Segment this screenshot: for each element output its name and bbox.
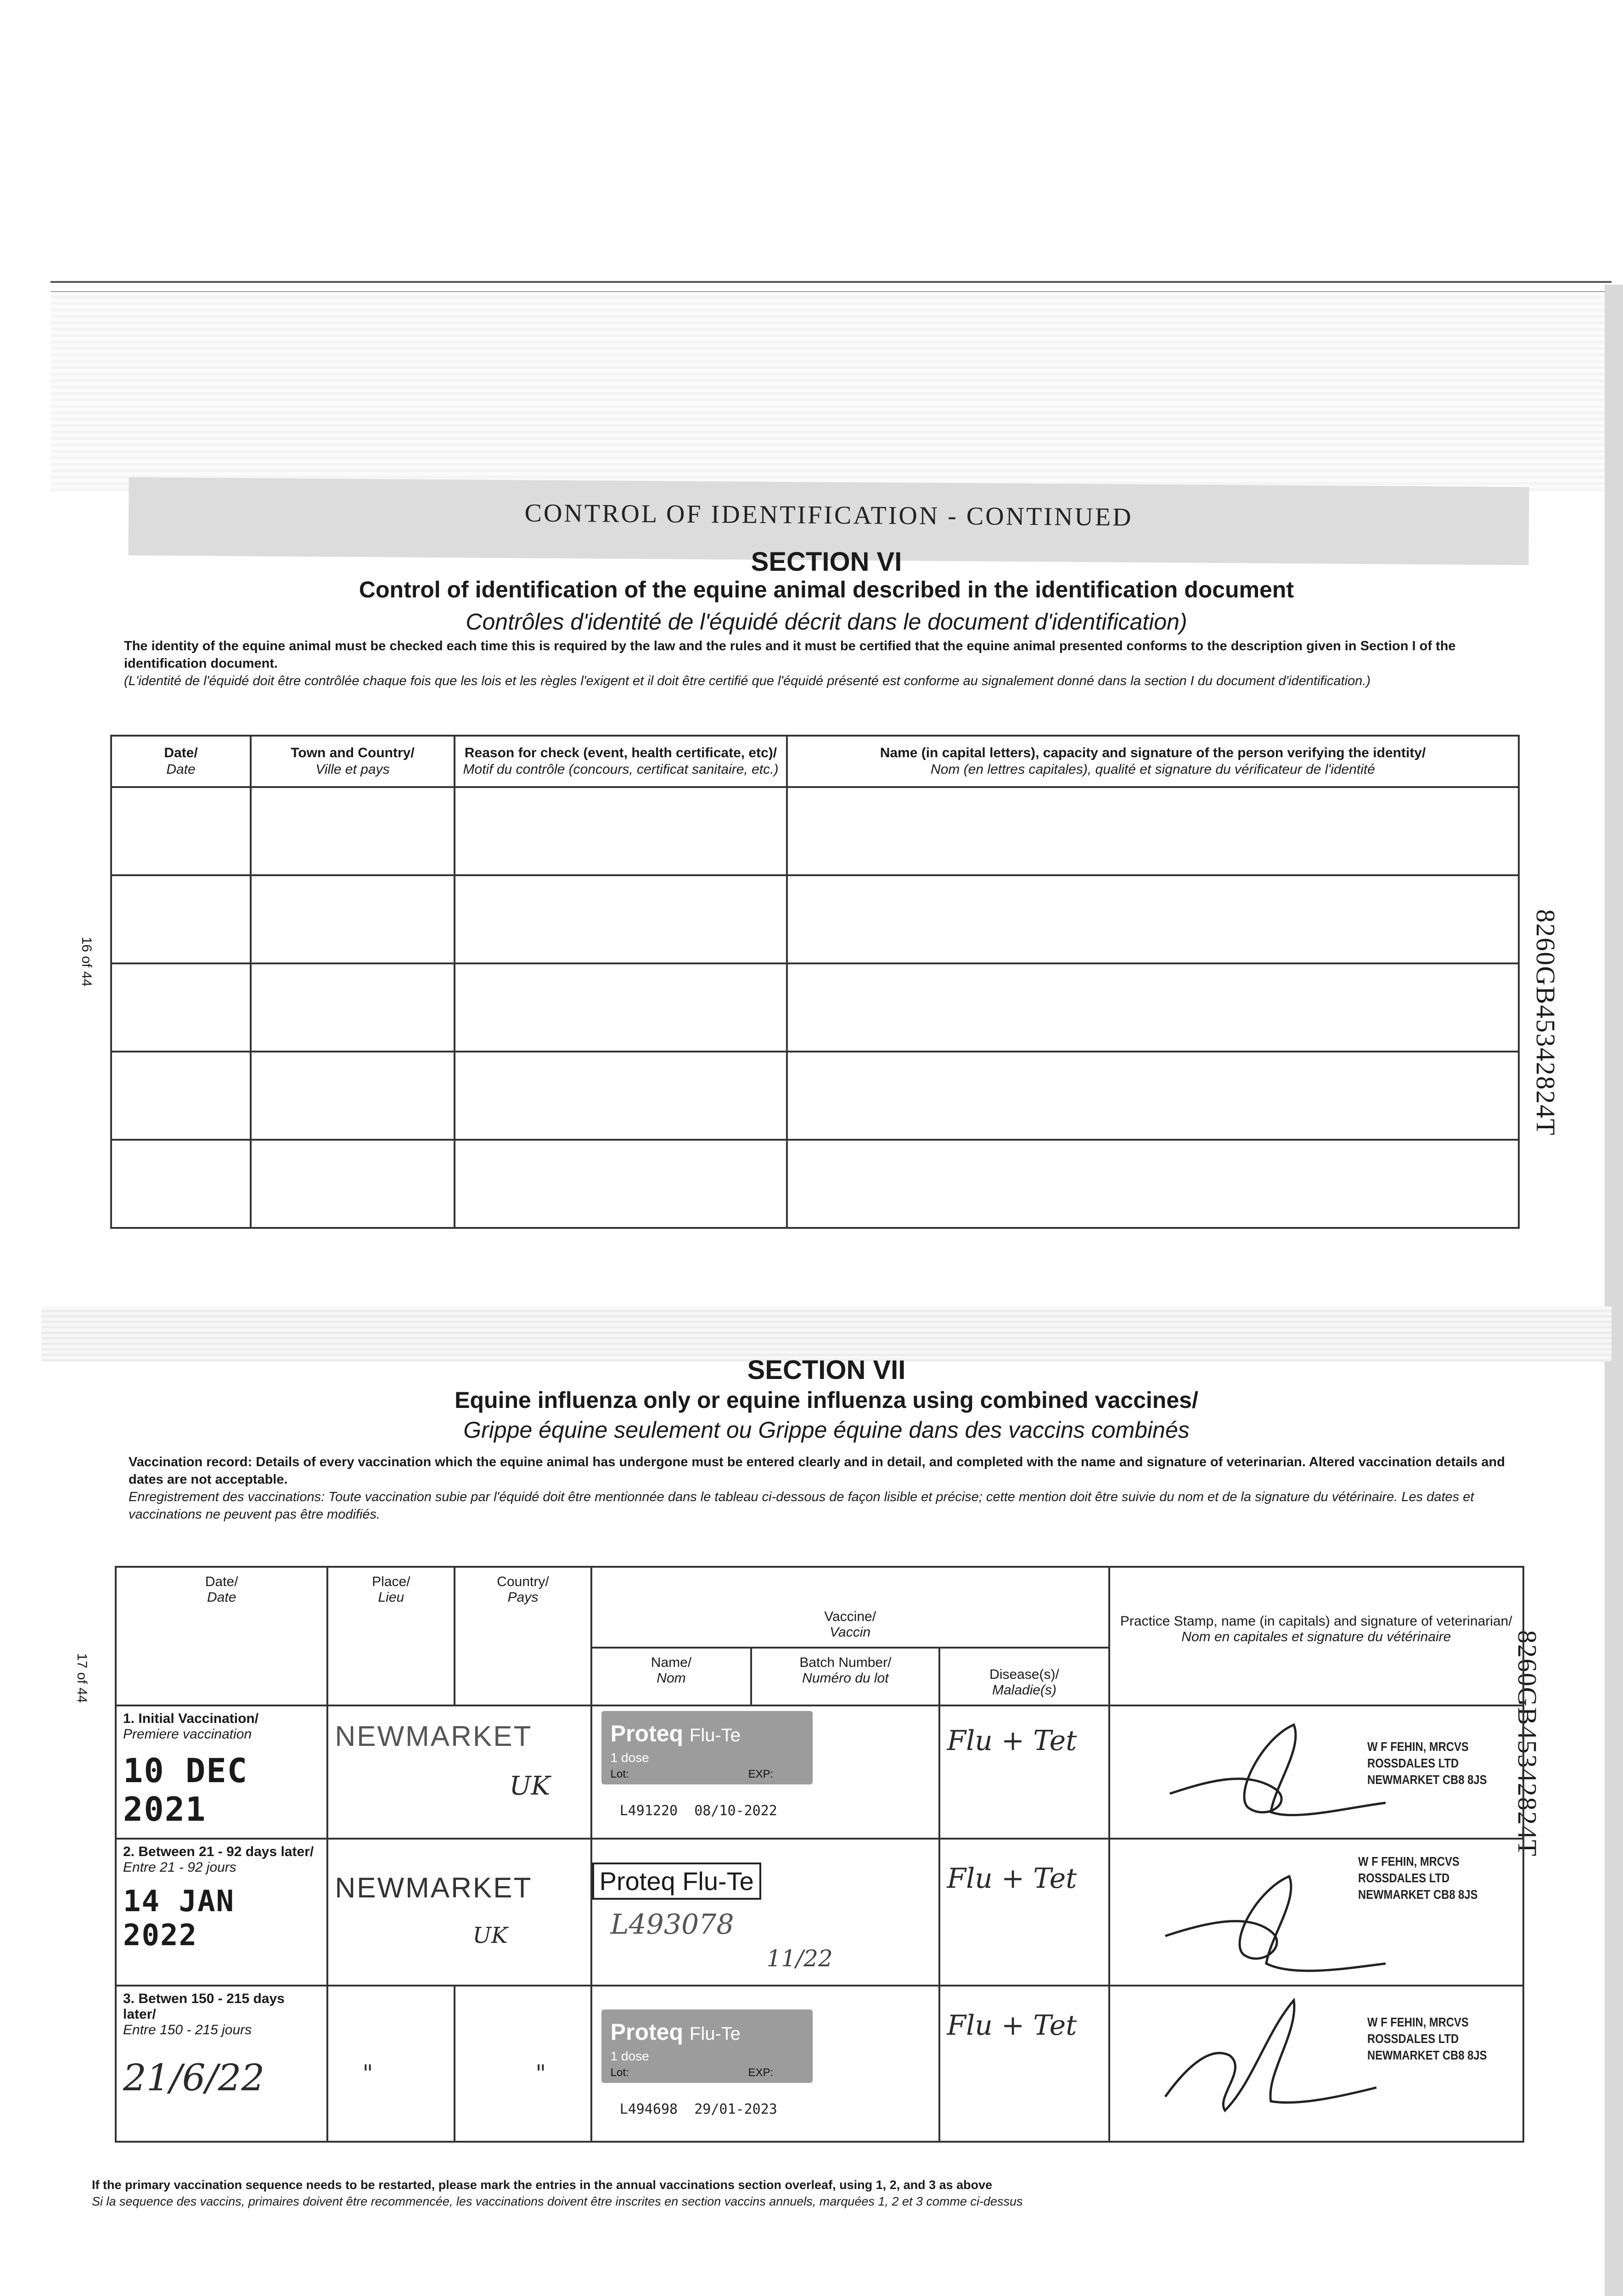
batch-number: L491220 08/10-2022 — [619, 1803, 777, 1819]
row-label-fr: Entre 150 - 215 jours — [123, 2022, 252, 2037]
vaccination-place: NEWMARKET — [335, 1721, 533, 1752]
row-stamp-cell — [1109, 1705, 1523, 1839]
section6-title-en: Control of identification of the equine animal described in the identification document — [359, 577, 1294, 602]
section6-heading: SECTION VI — [751, 547, 902, 577]
row-stamp-cell — [1109, 1839, 1523, 1986]
identity-check-table — [110, 735, 1520, 1229]
section7-title-en: Equine influenza only or equine influenza using combined vaccines/ — [455, 1387, 1198, 1413]
vaccine-label-sticker: Proteq Flu-Te 1 dose Lot: EXP: — [601, 2009, 813, 2083]
row-date-cell — [116, 1705, 327, 1839]
section6-intro-en: The identity of the equine animal must be checked each time this is required by the law and the rules and it must be certified that the equine animal presented conforms to the description given in Section I of the identification document. — [124, 639, 1456, 671]
row-disease-cell — [939, 1986, 1109, 2142]
col-reason: Reason for check (event, health certificate, etc)/ Motif du contrôle (concours, certificat sanitaire, etc.) — [455, 736, 787, 787]
row-country-cell — [455, 1986, 591, 2142]
row-vaccine-cell — [591, 1986, 940, 2142]
section6-title-fr: Contrôles d'identité de l'équidé décrit dans le document d'identification) — [466, 609, 1187, 635]
row-label: 3. Betwen 150 - 215 days later/ — [123, 1991, 285, 2022]
vaccination-row — [116, 1839, 1523, 1986]
paper-edge — [51, 281, 1612, 292]
scan-shadow — [1605, 285, 1623, 2296]
row-place-cell — [327, 1705, 591, 1839]
col-town-country: Town and Country/ Ville et pays — [251, 736, 455, 787]
page-number-bottom: 17 of 44 — [74, 1653, 90, 1703]
vaccination-date: 10 DEC 2021 — [123, 1751, 248, 1829]
vaccination-place: NEWMARKET — [335, 1872, 533, 1904]
vaccination-row — [116, 1705, 1523, 1839]
row-place-cell — [327, 1986, 455, 2142]
col-verifier: Name (in capital letters), capacity and signature of the person verifying the identity/ Nom (en lettres capitales), qualité et signature du vérificateur de l'identité — [787, 736, 1519, 787]
row-vaccine-cell — [591, 1839, 940, 1986]
vaccination-country: UK — [509, 1771, 550, 1801]
identity-check-row — [111, 1052, 1519, 1140]
identity-check-row — [111, 875, 1519, 963]
vet-stamp: W F FEHIN, MRCVS ROSSDALES LTD NEWMARKET CB8 8JS — [1367, 2015, 1487, 2062]
section7-intro-en: Vaccination record: Details of every vaccination which the equine animal has undergone must be entered clearly and in detail, and completed with the name and signature of veterinarian. Altered vaccination details and dates are not acceptable. — [129, 1455, 1505, 1487]
section6-intro-fr: (L'identité de l'équidé doit être contrôlée chaque fois que les lois et les règles l'exigent et il doit être certifié que l'équidé présenté est conforme au signalement donné dans la section I du document d'identification.) — [124, 674, 1371, 688]
section6-intro — [124, 637, 1511, 690]
vaccination-date: 21/6/22 — [123, 2056, 265, 2099]
col-vacc-country: Country/ Pays — [455, 1567, 591, 1705]
col-vacc-date: Date/ Date — [116, 1567, 327, 1705]
reference-number-bottom: 8260GB45342824T — [1512, 1630, 1542, 1857]
row-label-fr: Entre 21 - 92 jours — [123, 1860, 236, 1875]
section7-intro — [129, 1453, 1506, 1523]
identity-check-row — [111, 787, 1519, 875]
vet-stamp: W F FEHIN, MRCVS ROSSDALES LTD NEWMARKET CB8 8JS — [1367, 1739, 1487, 1787]
vet-stamp: W F FEHIN, MRCVS ROSSDALES LTD NEWMARKET CB8 8JS — [1358, 1854, 1478, 1902]
footer-fr: Si la sequence des vaccins, primaires doivent être recommencée, les vaccinations doivent être inscrites en section vaccins annuels, marquées 1, 2 et 3 comme ci-dessus — [92, 2195, 1023, 2208]
vaccine-label-sticker: Proteq Flu-Te 1 dose Lot: EXP: — [601, 1711, 813, 1784]
col-date: Date/ Date — [111, 736, 251, 787]
vaccination-country: UK — [472, 1923, 508, 1948]
paper-texture — [51, 294, 1612, 491]
row-stamp-cell — [1109, 1986, 1523, 2142]
vaccination-date: 14 JAN 2022 — [123, 1885, 235, 1953]
banner-title: CONTROL OF IDENTIFICATION - CONTINUED — [524, 499, 1133, 532]
disease: Flu + Tet — [947, 2009, 1077, 2042]
col-vacc-place: Place/ Lieu — [327, 1567, 455, 1705]
batch-expiry: 11/22 — [766, 1945, 833, 1972]
vet-signature — [1147, 1991, 1386, 2129]
row-date-cell — [116, 1839, 327, 1986]
row-vaccine-cell — [591, 1705, 940, 1839]
section7-title-fr: Grippe équine seulement ou Grippe équine dans des vaccins combinés — [463, 1417, 1190, 1443]
section7-footer — [92, 2177, 1022, 2210]
row-disease-cell — [939, 1705, 1109, 1839]
identity-check-header — [111, 736, 1519, 787]
page-number-top: 16 of 44 — [79, 937, 94, 987]
batch-number: L493078 — [610, 1908, 734, 1941]
vaccination-place: " — [362, 2060, 373, 2087]
footer-en: If the primary vaccination sequence needs to be restarted, please mark the entries in the annual vaccinations section overleaf, using 1, 2, and 3 as above — [92, 2178, 993, 2192]
disease: Flu + Tet — [947, 1863, 1077, 1895]
disease: Flu + Tet — [947, 1725, 1077, 1757]
col-batch-number: Batch Number/ Numéro du lot — [751, 1648, 939, 1705]
vaccination-table — [115, 1566, 1524, 2143]
col-disease: Disease(s)/ Maladie(s) — [939, 1648, 1109, 1705]
vet-signature — [1156, 1711, 1395, 1830]
vaccination-row — [116, 1986, 1523, 2142]
batch-number: L494698 29/01-2023 — [619, 2101, 777, 2117]
col-practice-stamp: Practice Stamp, name (in capitals) and signature of veterinarian/ Nom en capitales et signature du vétérinaire — [1109, 1567, 1523, 1705]
page-fold — [41, 1306, 1612, 1362]
vaccination-country: " — [535, 2060, 546, 2087]
section7-intro-fr: Enregistrement des vaccinations: Toute vaccination subie par l'équidé doit être mentionnée dans le tableau ci-dessous de façon lisible et précise; cette mention doit être suivie du nom et de la signature du vétérinaire. Les dates et vaccinations ne peuvent pas être modifiés. — [129, 1490, 1474, 1522]
row-label: 1. Initial Vaccination/ — [123, 1711, 259, 1726]
reference-number-top: 8260GB45342824T — [1531, 909, 1561, 1136]
row-disease-cell — [939, 1839, 1109, 1986]
vaccine-name-stamp: Proteq Flu-Te — [592, 1863, 761, 1900]
col-vaccine-name: Name/ Nom — [591, 1648, 752, 1705]
identity-check-row — [111, 1140, 1519, 1228]
row-label: 2. Between 21 - 92 days later/ — [123, 1844, 314, 1859]
row-date-cell — [116, 1986, 327, 2142]
section7-heading: SECTION VII — [747, 1355, 906, 1385]
identity-check-row — [111, 963, 1519, 1052]
row-place-cell — [327, 1839, 591, 1986]
col-vaccine: Vaccine/ Vaccin — [591, 1567, 1109, 1648]
row-label-fr: Premiere vaccination — [123, 1727, 252, 1742]
